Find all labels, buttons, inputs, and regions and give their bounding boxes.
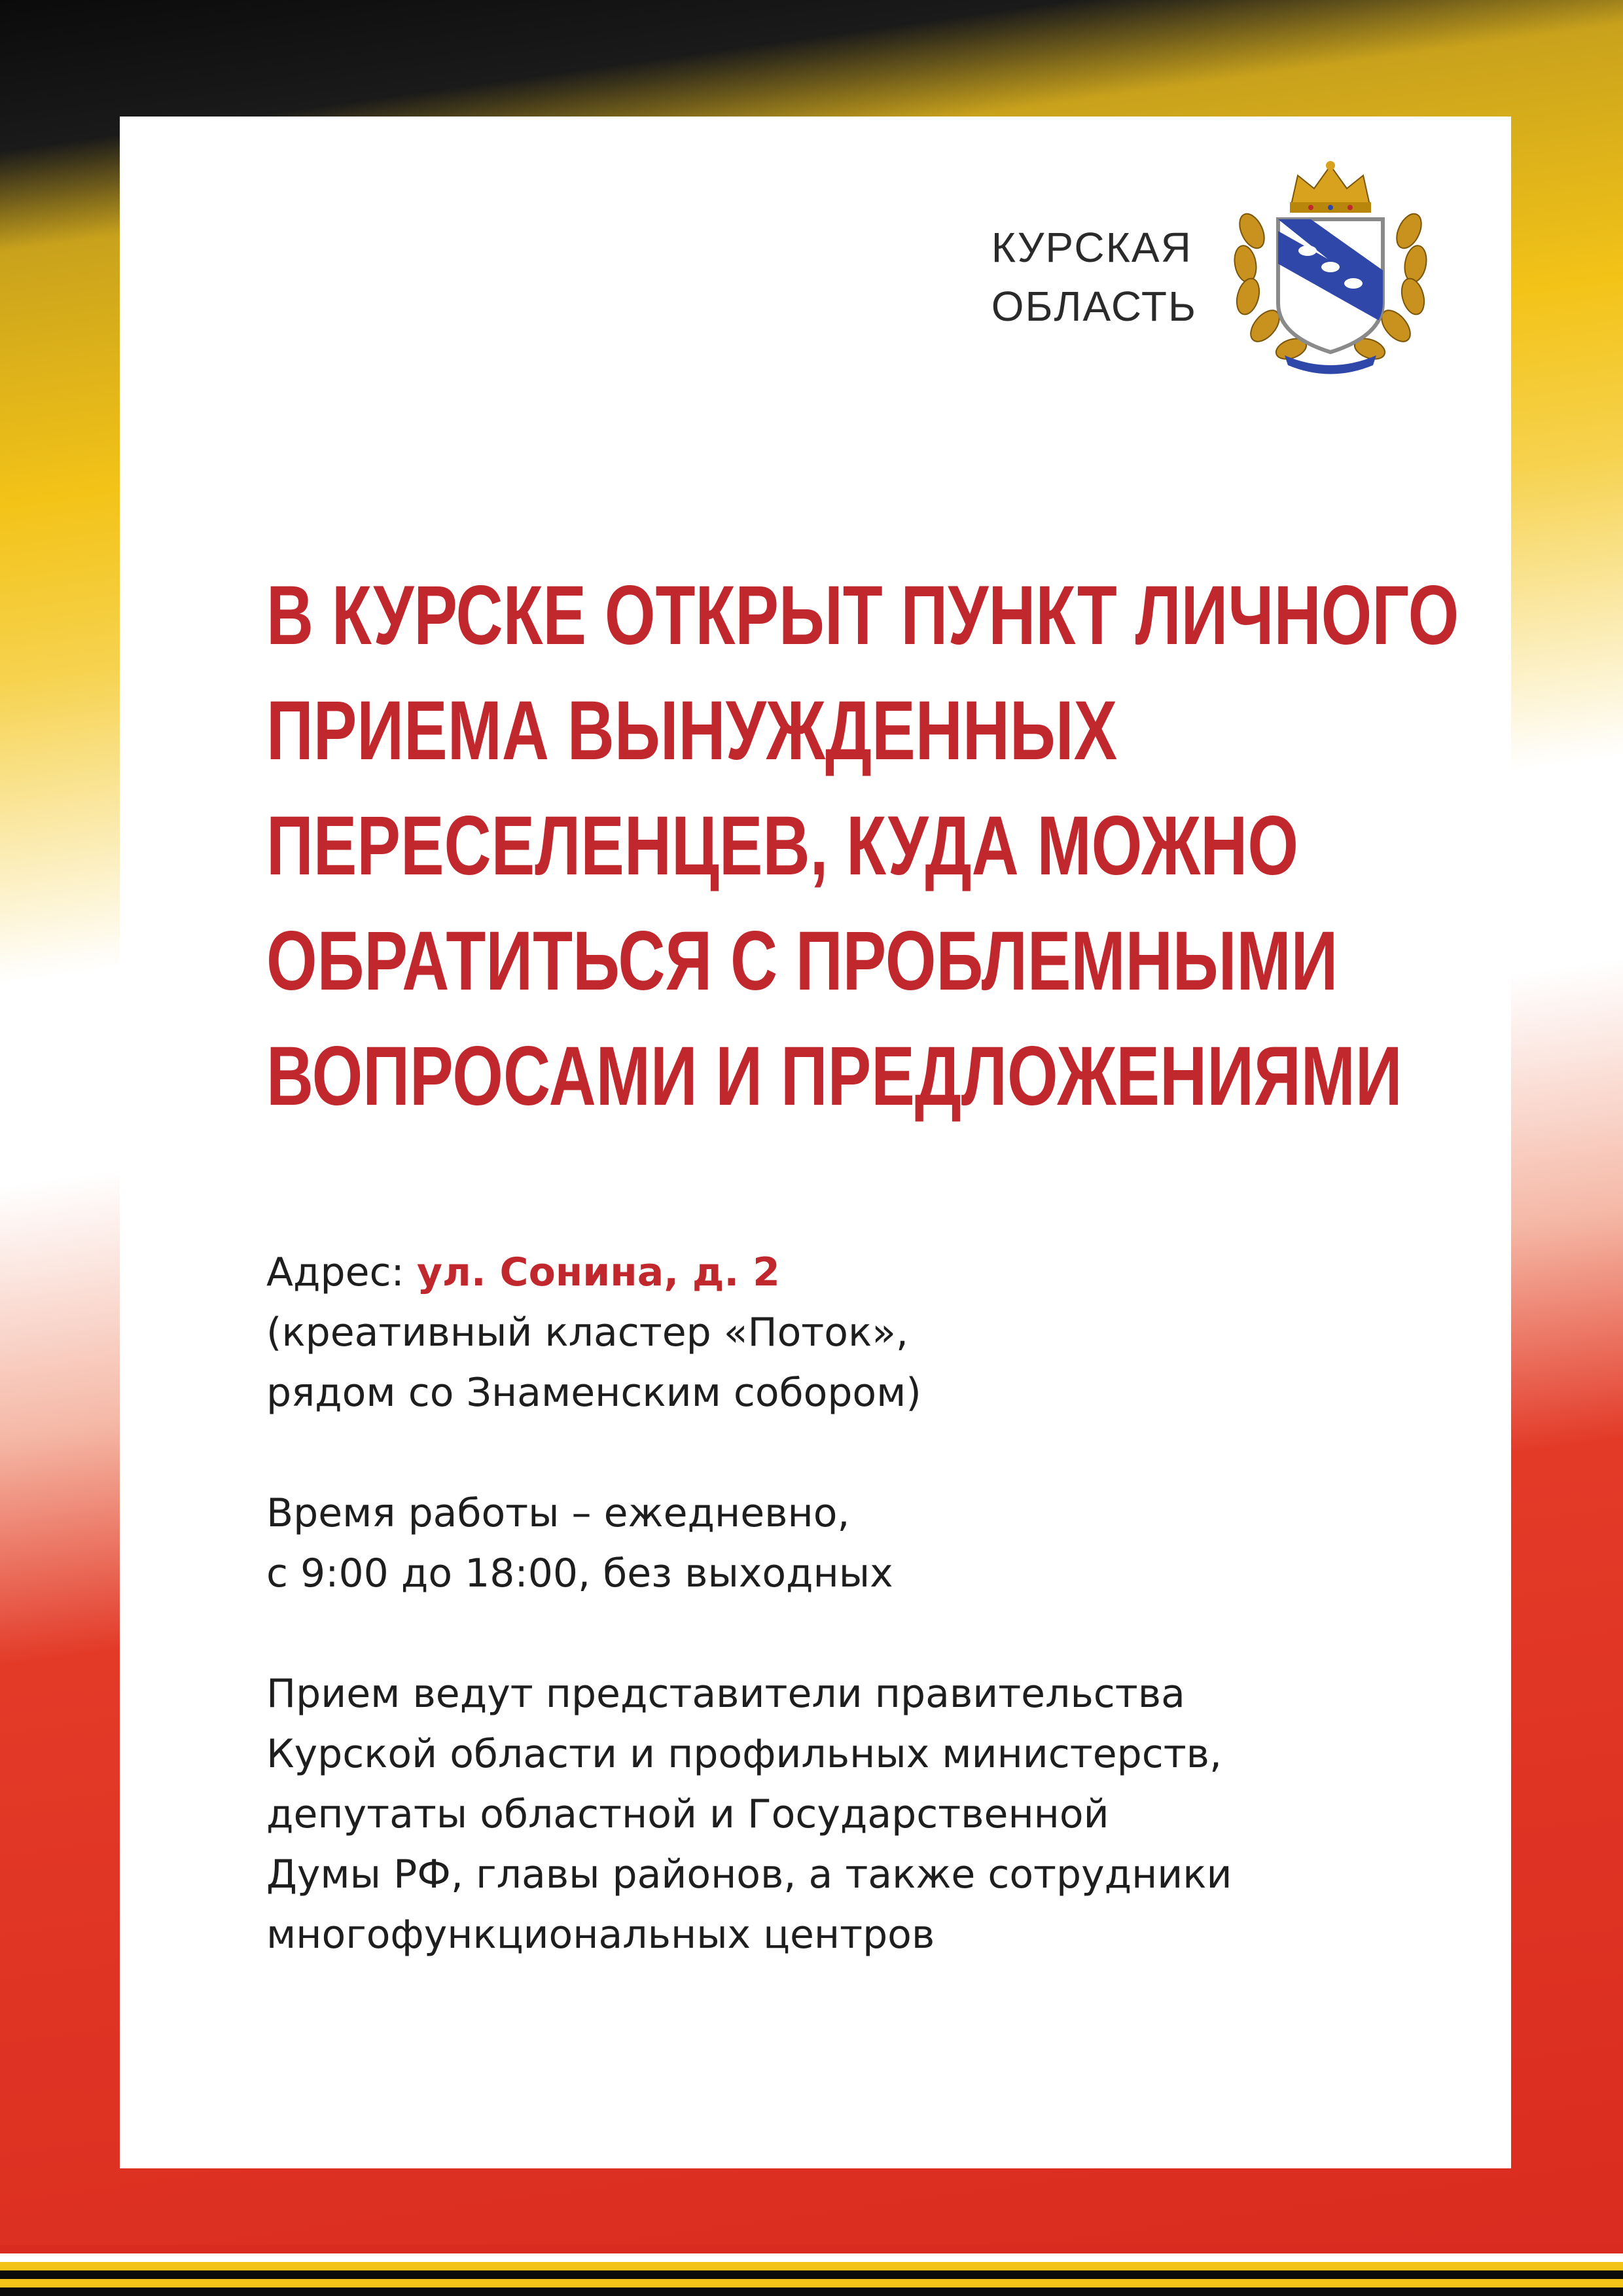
reception-line-1: Прием ведут представители правительства (266, 1671, 1185, 1717)
address-label: Адрес: (266, 1249, 417, 1295)
reception-line-4: Думы РФ, главы районов, а также сотрудники (266, 1852, 1232, 1897)
headline-line-2: ПРИЕМА ВЫНУЖДЕННЫХ (266, 684, 1118, 778)
region-line-2: ОБЛАСТЬ (991, 283, 1197, 330)
headline-line-3: ПЕРЕСЕЛЕНЦЕВ, КУДА МОЖНО (266, 799, 1299, 893)
notice-card (120, 117, 1511, 2168)
reception-line-3: депутаты областной и Государственной (266, 1791, 1109, 1837)
reception-line-5: многофункциональных центров (266, 1912, 935, 1958)
hours-line-2: с 9:00 до 18:00, без выходных (266, 1551, 893, 1596)
reception-line-2: Курской области и профильных министерств, (266, 1731, 1222, 1777)
address-detail-1: (креативный кластер «Поток», (266, 1310, 908, 1355)
headline (266, 558, 1459, 1134)
bottom-stripes (0, 2245, 1623, 2296)
region-line-1: КУРСКАЯ (991, 224, 1192, 271)
address-value: ул. Сонина, д. 2 (416, 1249, 780, 1295)
region-name (991, 218, 1197, 336)
headline-line-5: ВОПРОСАМИ И ПРЕДЛОЖЕНИЯМИ (266, 1030, 1402, 1123)
address-detail-2: рядом со Знаменским собором) (266, 1370, 921, 1416)
hours-block (266, 1483, 1477, 1604)
address-block (266, 1242, 1477, 1423)
kursk-coat-of-arms-icon (1226, 159, 1435, 375)
notice-body (266, 1242, 1477, 2025)
headline-line-4: ОБРАТИТЬСЯ С ПРОБЛЕМНЫМИ (266, 914, 1338, 1008)
hours-line-1: Время работы – ежедневно, (266, 1490, 850, 1536)
headline-line-1: В КУРСКЕ ОТКРЫТ ПУНКТ ЛИЧНОГО (266, 569, 1459, 662)
reception-block (266, 1664, 1477, 1965)
address-line (266, 1242, 1477, 1302)
